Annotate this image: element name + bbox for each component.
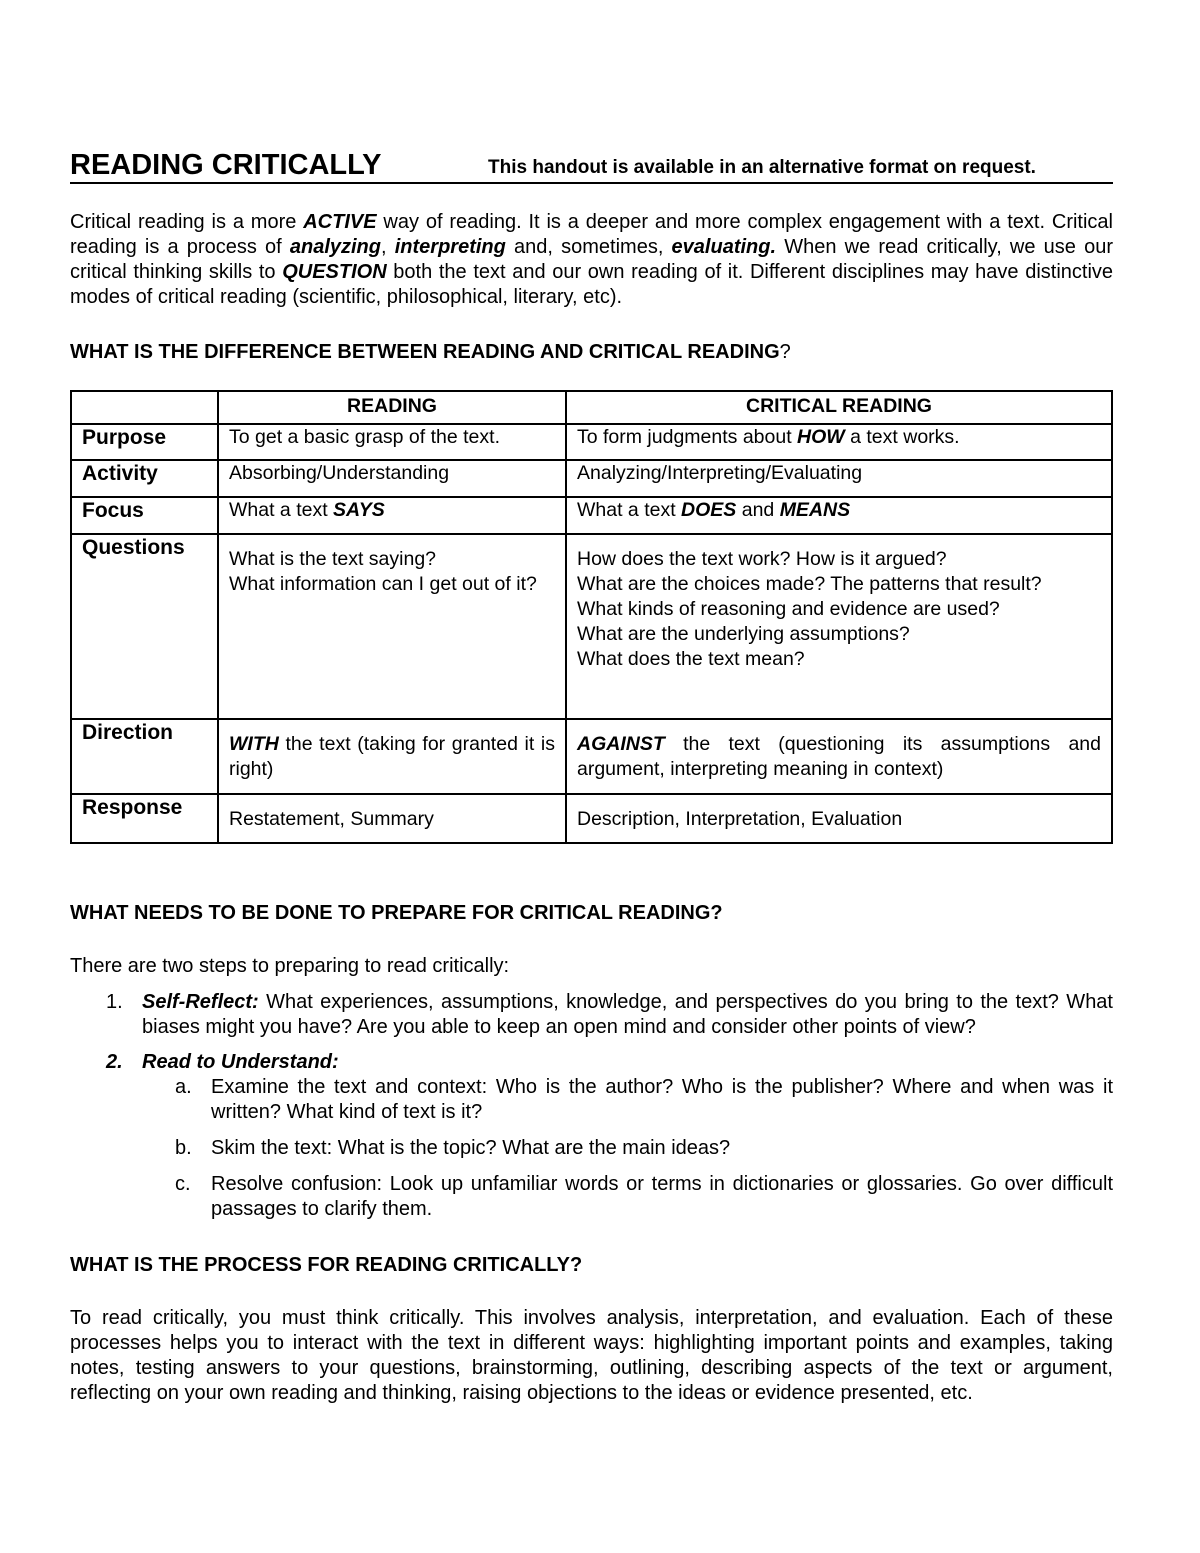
direction-critical-cell	[566, 719, 1112, 794]
cell-text: What a text	[577, 499, 682, 521]
sub-list-item	[70, 1136, 1113, 1161]
cell-emphasis: AGAINST	[577, 733, 665, 755]
cell-line: What does the text mean?	[577, 648, 805, 670]
cell-emphasis: SAYS	[333, 499, 385, 521]
cell-line: What are the underlying assumptions?	[577, 623, 910, 645]
section-heading-prepare: WHAT NEEDS TO BE DONE TO PREPARE FOR CRITICAL READING?	[70, 902, 723, 924]
comparison-table	[70, 390, 1113, 844]
steps-list	[70, 990, 1113, 1222]
cell-text: To form judgments about	[577, 426, 798, 448]
sub-list-item	[70, 1172, 1113, 1222]
sub-text: Skim the text: What is the topic? What are the main ideas?	[211, 1137, 731, 1159]
intro-analyzing: analyzing	[289, 236, 381, 258]
response-critical-cell: Description, Interpretation, Evaluation	[566, 794, 1112, 843]
table-row	[71, 534, 1112, 719]
alternative-format-note: This handout is available in an alternative format on request.	[488, 157, 1036, 178]
table-header-row	[71, 391, 1112, 424]
list-number: 2.	[106, 1051, 123, 1073]
sub-text: Resolve confusion: Look up unfamiliar words or terms in dictionaries or glossaries. Go over difficult passages to clarify them.	[211, 1173, 1113, 1220]
response-reading-cell: Restatement, Summary	[218, 794, 566, 843]
sub-letter: c.	[175, 1173, 191, 1195]
list-number: 1.	[106, 991, 123, 1013]
page-title: READING CRITICALLY	[70, 149, 382, 181]
questions-reading-cell	[218, 534, 566, 719]
focus-reading-cell	[218, 497, 566, 534]
cell-emphasis: DOES	[681, 499, 737, 521]
cell-line: What kinds of reasoning and evidence are used?	[577, 598, 1000, 620]
steps-intro: There are two steps to preparing to read critically:	[70, 955, 510, 977]
direction-reading-cell	[218, 719, 566, 794]
column-header-critical-reading: CRITICAL READING	[566, 391, 1112, 424]
cell-emphasis: WITH	[229, 733, 279, 755]
cell-text: What a text	[229, 499, 334, 521]
cell-line: What are the choices made? The patterns that result?	[577, 573, 1042, 595]
list-item	[70, 990, 1113, 1040]
table-corner-cell	[71, 391, 218, 424]
sub-list-item	[70, 1075, 1113, 1125]
process-paragraph: To read critically, you must think critically. This involves analysis, interpretation, and evaluation. Each of these processes helps you to interact with the text in different ways: highlighting important points and examples, taking notes, testing answers to your questions, brainstorming, outlining, describing aspects of the text or argument, reflecting on your own reading and thinking, raising objections to the ideas or evidence presented, etc.	[70, 1307, 1113, 1404]
intro-active: ACTIVE	[303, 211, 377, 233]
cell-text: the text (questioning its assumptions and argument, interpreting meaning in context)	[577, 733, 1101, 780]
row-label-activity: Activity	[71, 460, 218, 497]
cell-line: What information can I get out of it?	[229, 573, 537, 595]
cell-emphasis: MEANS	[779, 499, 851, 521]
intro-text: both the text and our own reading of it. Different disciplines may have distinctive modes of critical reading (scientific, philosophical, literary, etc).	[70, 261, 1114, 308]
table-row	[71, 460, 1112, 497]
step-text: What experiences, assumptions, knowledge, and perspectives do you bring to the text? What biases might you have? Are you able to keep an open mind and consider other points of view?	[142, 991, 1113, 1038]
section-heading-process: WHAT IS THE PROCESS FOR READING CRITICALLY?	[70, 1254, 583, 1276]
list-item	[70, 1050, 1113, 1075]
section-heading-difference	[70, 340, 791, 365]
intro-text: ,	[381, 236, 395, 258]
cell-text: and	[736, 499, 780, 521]
focus-critical-cell	[566, 497, 1112, 534]
intro-text: way of reading. It is a deeper and more complex engagement with a text. Critical reading is a process of	[70, 211, 1113, 258]
step-title: Read to Understand:	[142, 1051, 339, 1073]
cell-emphasis: HOW	[797, 426, 845, 448]
sub-text: Examine the text and context: Who is the author? Who is the publisher? Where and when was it written? What kind of text is it?	[211, 1076, 1113, 1123]
activity-reading-cell: Absorbing/Understanding	[218, 460, 566, 497]
heading-question-mark: ?	[779, 341, 791, 363]
table-row	[71, 424, 1112, 460]
row-label-direction: Direction	[71, 719, 218, 794]
row-label-focus: Focus	[71, 497, 218, 534]
table-row	[71, 794, 1112, 843]
table-row	[71, 497, 1112, 534]
cell-line: What is the text saying?	[229, 548, 437, 570]
sub-letter: a.	[175, 1076, 192, 1098]
cell-text: a text works.	[844, 426, 960, 448]
column-header-reading: READING	[218, 391, 566, 424]
intro-text: Critical reading is a more	[70, 211, 304, 233]
table-row	[71, 719, 1112, 794]
heading-text: WHAT IS THE DIFFERENCE BETWEEN READING AND CRITICAL READING	[70, 341, 780, 363]
purpose-critical-cell	[566, 424, 1112, 460]
cell-text: the text (taking for granted it is right)	[229, 733, 555, 780]
step-title: Self-Reflect:	[142, 991, 259, 1013]
questions-critical-cell	[566, 534, 1112, 719]
intro-interpreting: interpreting	[394, 236, 506, 258]
activity-critical-cell: Analyzing/Interpreting/Evaluating	[566, 460, 1112, 497]
row-label-purpose: Purpose	[71, 424, 218, 460]
row-label-response: Response	[71, 794, 218, 843]
intro-text: When we read critically, we use our critical thinking skills to	[70, 236, 1113, 283]
purpose-reading-cell: To get a basic grasp of the text.	[218, 424, 566, 460]
intro-evaluating: evaluating.	[671, 236, 777, 258]
intro-question: QUESTION	[282, 261, 387, 283]
row-label-questions: Questions	[71, 534, 218, 719]
title-row	[70, 148, 1113, 184]
intro-paragraph	[70, 210, 1113, 310]
cell-line: How does the text work? How is it argued?	[577, 548, 947, 570]
intro-text: and, sometimes,	[505, 236, 672, 258]
sub-letter: b.	[175, 1137, 192, 1159]
